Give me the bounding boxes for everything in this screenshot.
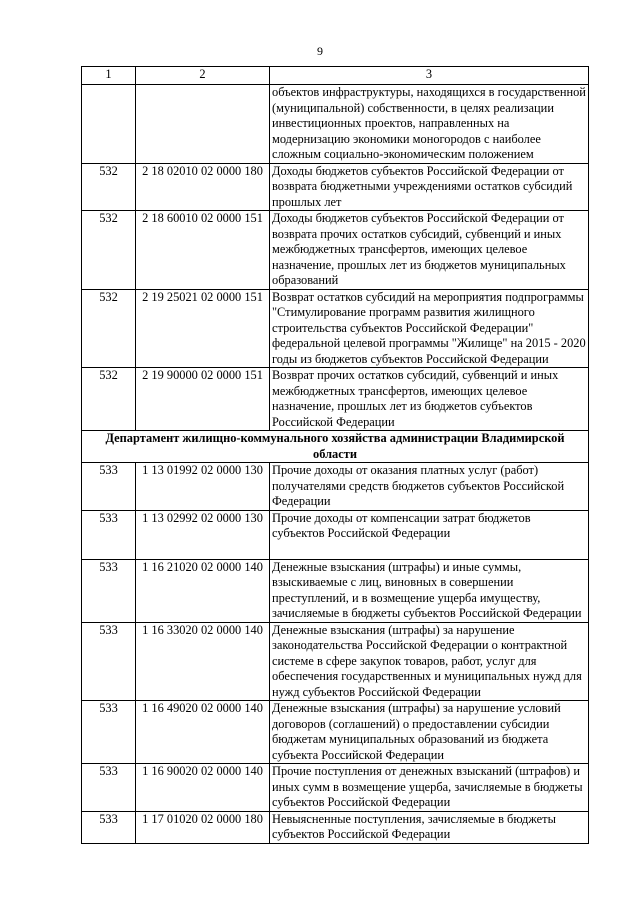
admin-code-cell xyxy=(82,85,136,164)
revenue-code-cell: 1 16 21020 02 0000 140 xyxy=(136,559,270,622)
column-header-1: 1 xyxy=(82,67,136,85)
admin-code-cell: 532 xyxy=(82,211,136,290)
revenue-name-cell: объектов инфраструктуры, находящихся в государственной (муниципальной) собственности, в целях реализации инвестиционных проектов, направленных на модернизацию экономики моногородов с наиболее сложным социально-экономическим положением xyxy=(270,85,589,164)
table-row xyxy=(82,289,589,368)
revenue-name-cell: Возврат прочих остатков субсидий, субвенций и иных межбюджетных трансфертов, имеющих целевое назначение, прошлых лет из бюджетов субъектов Российской Федерации xyxy=(270,368,589,431)
revenue-name-cell: Денежные взыскания (штрафы) за нарушение условий договоров (соглашений) о предоставлении субсидии бюджетам муниципальных образований из бюджета субъекта Российской Федерации xyxy=(270,701,589,764)
revenue-name-cell: Прочие доходы от оказания платных услуг (работ) получателями средств бюджетов субъектов Российской Федерации xyxy=(270,463,589,511)
revenue-codes-table xyxy=(81,66,589,844)
revenue-name-cell: Возврат остатков субсидий на мероприятия подпрограммы "Стимулирование программ развития жилищного строительства субъектов Российской Федерации" федеральной целевой программы "Жилище" на 2015 - 2020 годы из бюджетов субъектов Российской Федерации xyxy=(270,289,589,368)
table-row xyxy=(82,85,589,164)
section-header-row xyxy=(82,431,589,463)
section-title: Департамент жилищно-коммунального хозяйства администрации Владимирской области xyxy=(82,431,589,463)
revenue-name-cell: Денежные взыскания (штрафы) за нарушение законодательства Российской Федерации о контрактной системе в сфере закупок товаров, работ, услуг для обеспечения государственных и муниципальных нужд для нужд субъектов Российской Федерации xyxy=(270,622,589,701)
column-header-2: 2 xyxy=(136,67,270,85)
revenue-name-cell: Прочие поступления от денежных взысканий (штрафов) и иных сумм в возмещение ущерба, зачисляемые в бюджеты субъектов Российской Федерации xyxy=(270,764,589,812)
table-row xyxy=(82,510,589,559)
page-number: 9 xyxy=(317,44,323,58)
admin-code-cell: 533 xyxy=(82,811,136,843)
table-body xyxy=(82,85,589,844)
revenue-code-cell: 2 18 02010 02 0000 180 xyxy=(136,163,270,211)
table-row xyxy=(82,559,589,622)
admin-code-cell: 533 xyxy=(82,622,136,701)
table-row xyxy=(82,163,589,211)
table-row xyxy=(82,211,589,290)
admin-code-cell: 532 xyxy=(82,163,136,211)
table-row xyxy=(82,463,589,511)
admin-code-cell: 533 xyxy=(82,701,136,764)
revenue-code-cell: 2 19 25021 02 0000 151 xyxy=(136,289,270,368)
table-row xyxy=(82,764,589,812)
revenue-code-cell: 2 19 90000 02 0000 151 xyxy=(136,368,270,431)
revenue-name-cell: Невыясненные поступления, зачисляемые в бюджеты субъектов Российской Федерации xyxy=(270,811,589,843)
table-row xyxy=(82,811,589,843)
admin-code-cell: 533 xyxy=(82,764,136,812)
revenue-code-cell: 1 16 33020 02 0000 140 xyxy=(136,622,270,701)
table-row xyxy=(82,701,589,764)
admin-code-cell: 533 xyxy=(82,559,136,622)
revenue-name-cell: Прочие доходы от компенсации затрат бюджетов субъектов Российской Федерации xyxy=(270,510,589,559)
revenue-code-cell: 1 13 01992 02 0000 130 xyxy=(136,463,270,511)
revenue-code-cell: 1 13 02992 02 0000 130 xyxy=(136,510,270,559)
revenue-name-cell: Денежные взыскания (штрафы) и иные суммы, взыскиваемые с лиц, виновных в совершении преступлений, и в возмещение ущерба имуществу, зачисляемые в бюджеты субъектов Российской Федерации xyxy=(270,559,589,622)
revenue-name-cell: Доходы бюджетов субъектов Российской Федерации от возврата прочих остатков субсидий, субвенций и иных межбюджетных трансфертов, имеющих целевое назначение, прошлых лет из бюджетов муниципальных образований xyxy=(270,211,589,290)
column-header-3: 3 xyxy=(270,67,589,85)
admin-code-cell: 532 xyxy=(82,289,136,368)
admin-code-cell: 533 xyxy=(82,463,136,511)
revenue-name-cell: Доходы бюджетов субъектов Российской Федерации от возврата бюджетными учреждениями остатков субсидий прошлых лет xyxy=(270,163,589,211)
revenue-code-cell: 1 16 49020 02 0000 140 xyxy=(136,701,270,764)
revenue-code-cell: 1 16 90020 02 0000 140 xyxy=(136,764,270,812)
revenue-code-cell: 2 18 60010 02 0000 151 xyxy=(136,211,270,290)
admin-code-cell: 532 xyxy=(82,368,136,431)
revenue-code-cell xyxy=(136,85,270,164)
table-header-row xyxy=(82,67,589,85)
admin-code-cell: 533 xyxy=(82,510,136,559)
revenue-code-cell: 1 17 01020 02 0000 180 xyxy=(136,811,270,843)
table-row xyxy=(82,622,589,701)
table-row xyxy=(82,368,589,431)
